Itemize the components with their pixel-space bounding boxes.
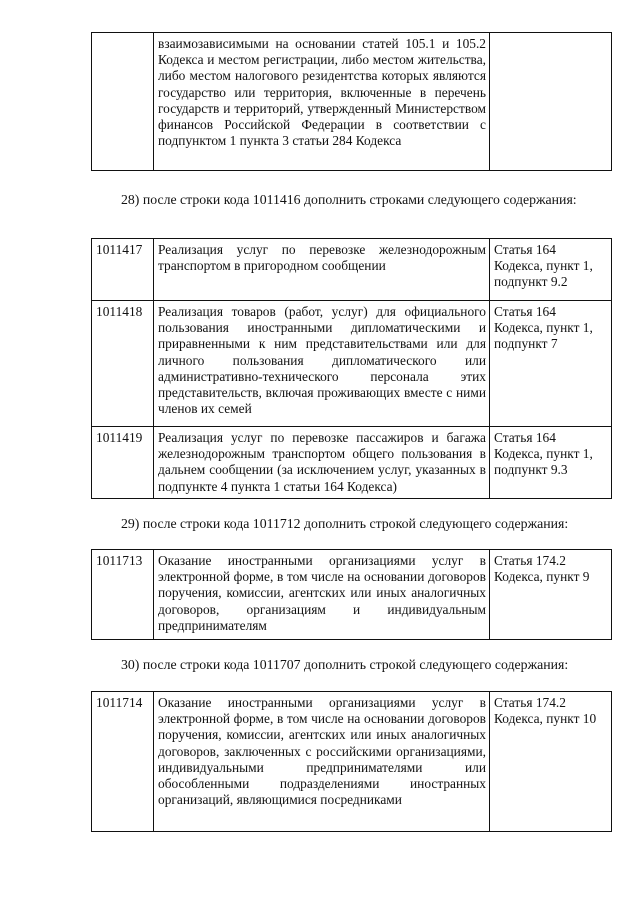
amendment-paragraph-30: 30) после строки кода 1011707 дополнить строкой следующего содержания: xyxy=(121,657,569,672)
code-cell: 1011713 xyxy=(92,550,154,640)
table-row xyxy=(92,33,612,171)
code-cell: 1011419 xyxy=(92,427,154,499)
basis-cell: Статья 164 Кодекса, пункт 1, подпункт 9.3 xyxy=(490,427,612,499)
basis-cell: Статья 164 Кодекса, пункт 1, подпункт 7 xyxy=(490,301,612,427)
codes-table-29 xyxy=(91,549,612,640)
codes-table-30 xyxy=(91,691,612,832)
table-row xyxy=(92,239,612,301)
code-cell: 1011714 xyxy=(92,692,154,832)
description-cell: Реализация услуг по перевозке пассажиров и багажа железнодорожным транспортом общего пользования в дальнем сообщении (за исключением услуг, указанных в подпункте 4 пункта 1 статьи 164 Кодекса) xyxy=(154,427,490,499)
description-cell: Оказание иностранными организациями услуг в электронной форме, в том числе на основании договоров поручения, комиссии, агентских или иных аналогичных договоров, организациям и индивидуальным предпринимателям xyxy=(154,550,490,640)
basis-cell xyxy=(490,33,612,171)
code-cell: 1011417 xyxy=(92,239,154,301)
description-cell: взаимозависимыми на основании статей 105.1 и 105.2 Кодекса и местом регистрации, либо местом жительства, либо местом налогового резидентства которых являются государство или территория, включенные в перечень государств и территорий, утвержденный Министерством финансов Российской Федерации в соответствии с подпунктом 1 пункта 3 статьи 284 Кодекса xyxy=(154,33,490,171)
table-row xyxy=(92,692,612,832)
basis-cell: Статья 174.2 Кодекса, пункт 10 xyxy=(490,692,612,832)
amendment-paragraph-29: 29) после строки кода 1011712 дополнить строкой следующего содержания: xyxy=(121,516,569,531)
description-cell: Реализация товаров (работ, услуг) для официального пользования иностранными дипломатическими и приравненными к ним представительствами или для личного пользования дипломатического или административно-технического персонала этих представительств, включая проживающих вместе с ними членов их семей xyxy=(154,301,490,427)
table-row xyxy=(92,301,612,427)
codes-table-28 xyxy=(91,238,612,499)
description-cell: Оказание иностранными организациями услуг в электронной форме, в том числе на основании договоров поручения, комиссии, агентских или иных аналогичных договоров, заключенных с российскими организациями, индивидуальными предпринимателями или обособленными подразделениями иностранных организаций, являющимися посредниками xyxy=(154,692,490,832)
description-cell: Реализация услуг по перевозке железнодорожным транспортом в пригородном сообщении xyxy=(154,239,490,301)
code-cell: 1011418 xyxy=(92,301,154,427)
basis-cell: Статья 174.2 Кодекса, пункт 9 xyxy=(490,550,612,640)
continuation-table xyxy=(91,32,612,171)
amendment-paragraph-28: 28) после строки кода 1011416 дополнить строками следующего содержания: xyxy=(121,192,577,207)
table-row xyxy=(92,550,612,640)
table-row xyxy=(92,427,612,499)
code-cell xyxy=(92,33,154,171)
basis-cell: Статья 164 Кодекса, пункт 1, подпункт 9.2 xyxy=(490,239,612,301)
